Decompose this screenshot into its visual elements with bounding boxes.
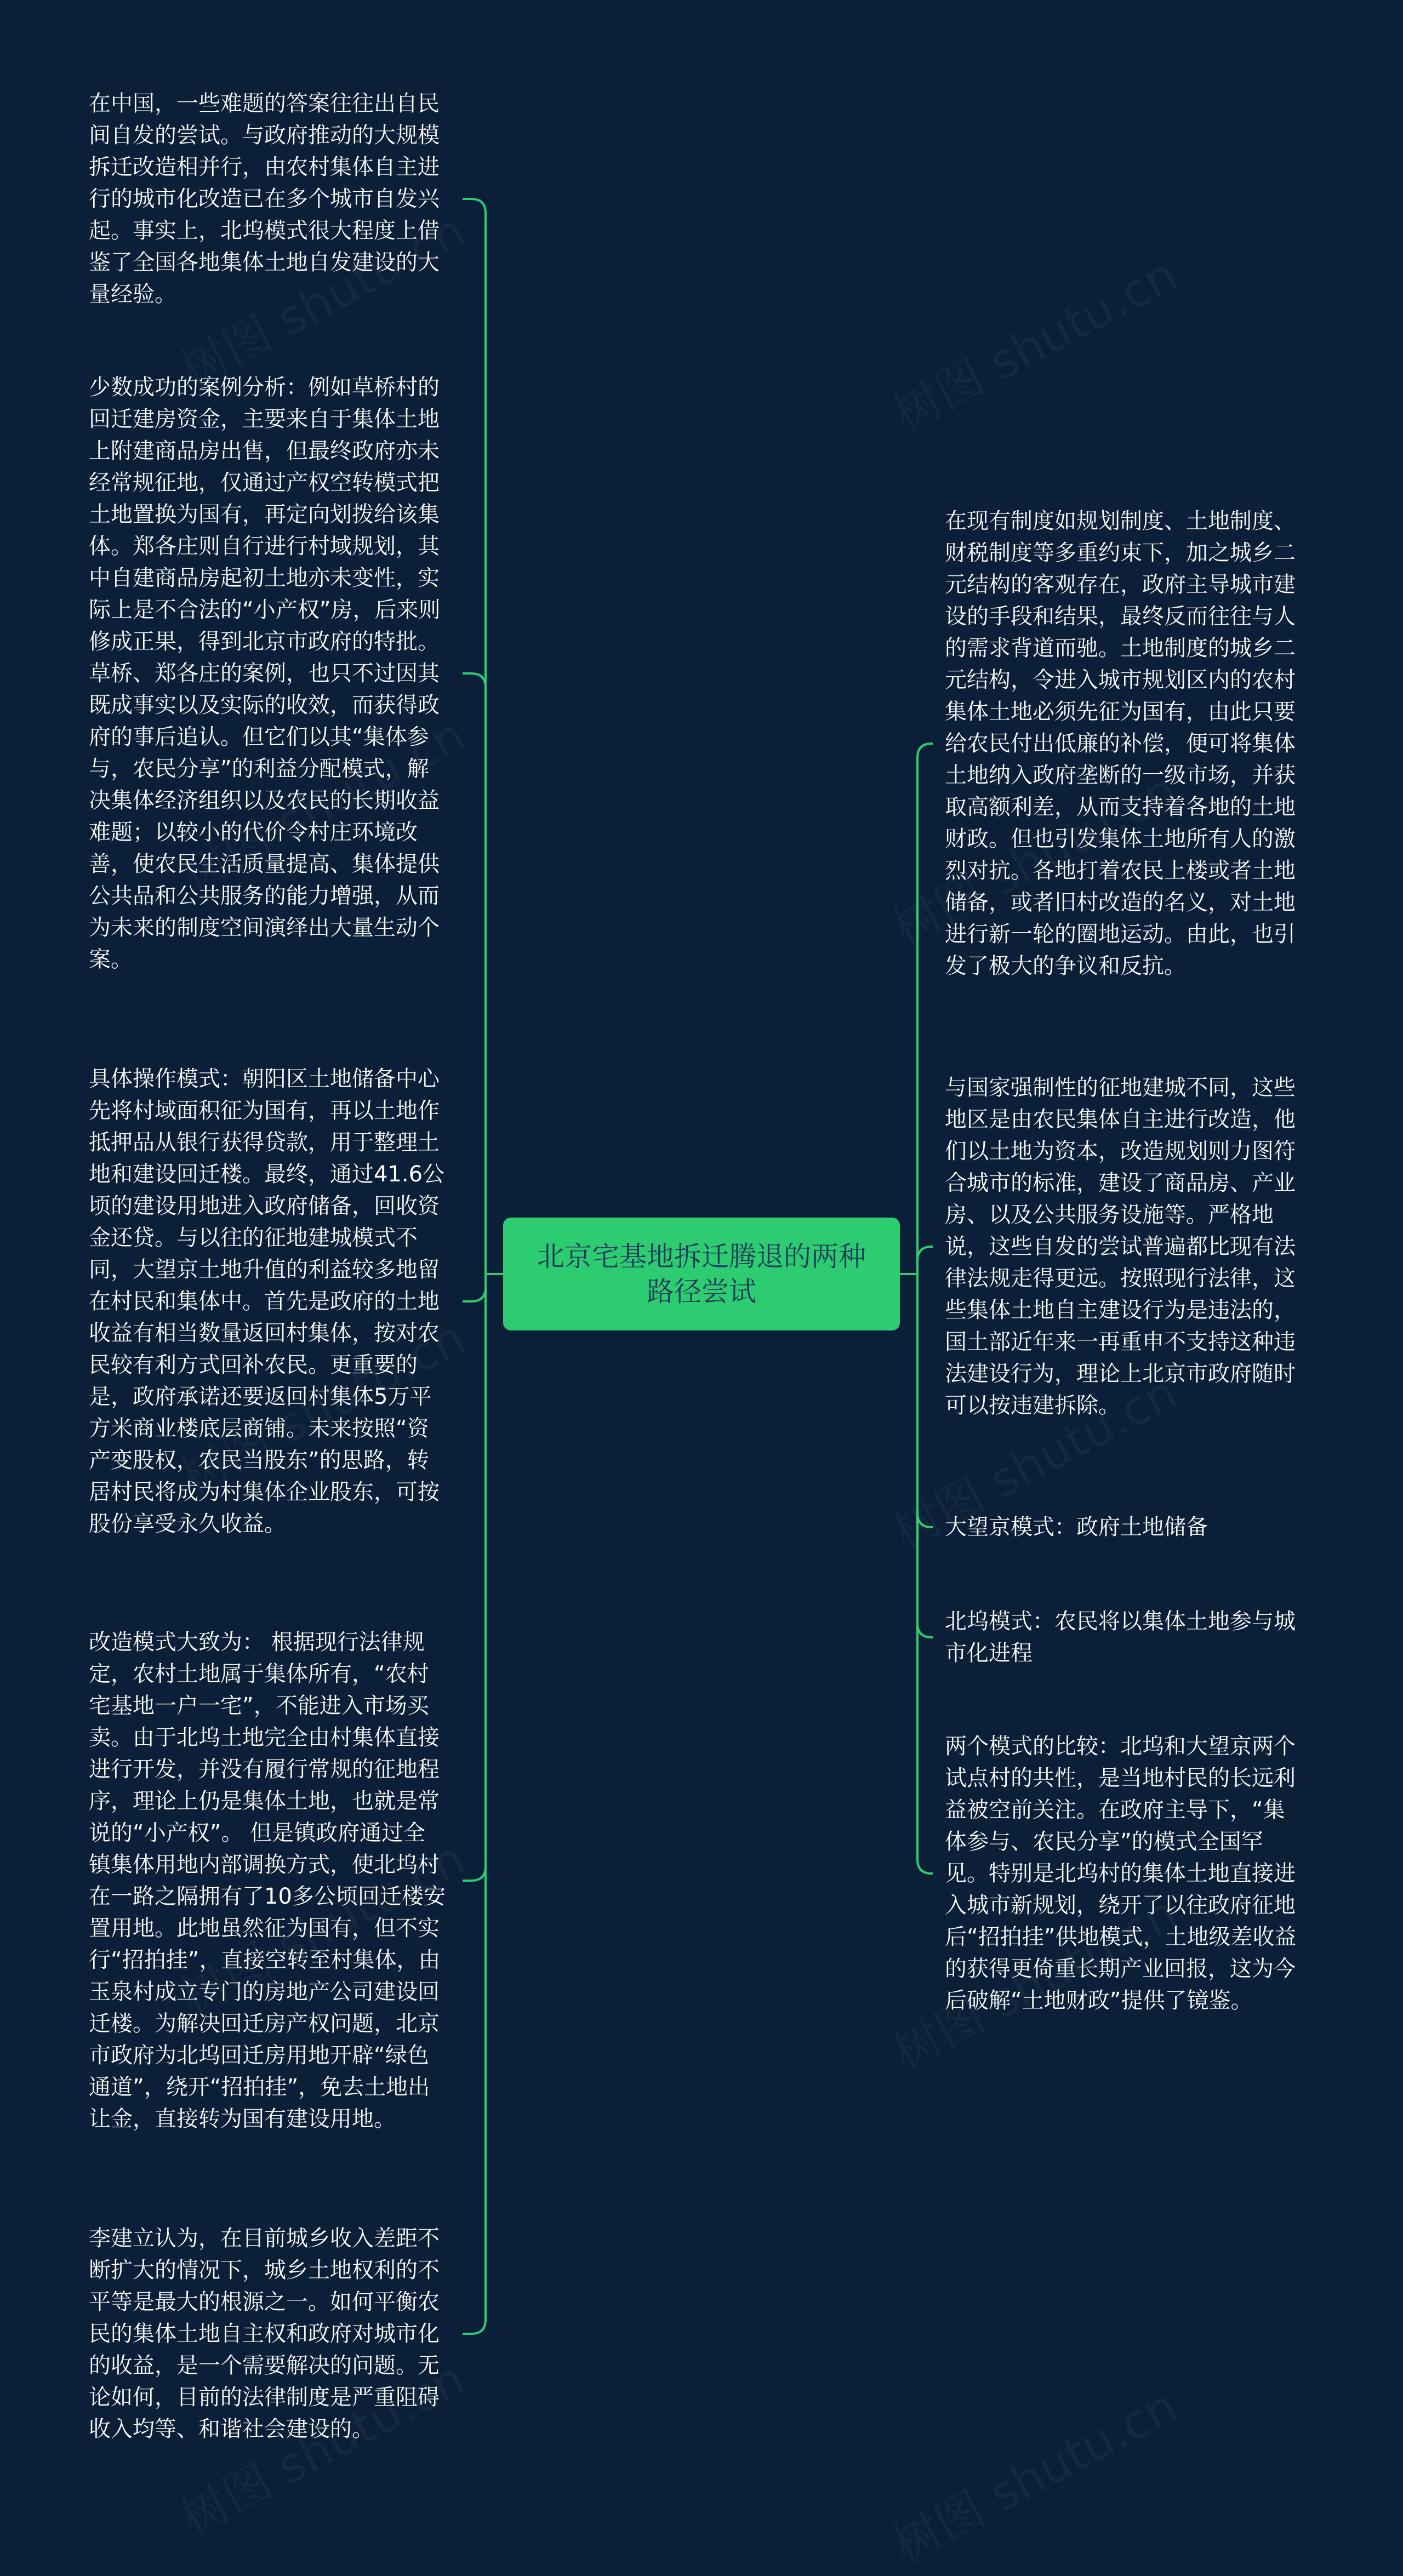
right-node-1[interactable]: 在现有制度如规划制度、土地制度、财税制度等多重约束下，加之城乡二元结构的客观存在，政府主导城市建设的手段和结果，最终反而往往与人的需求背道而驰。土地制度的城乡二元结构，令进入城市规划区内的农村集体土地必须先征为国有，由此只要给农民付出低廉的补偿，便可将集体土地纳入政府垄断的一级市场，并获取高额利差，从而支持着各地的土地财政。但也引发集体土地所有人的激烈对抗。各地打着农民上楼或者土地储备，或者旧村改造的名义，对土地进行新一轮的圈地运动。由此，也引发了极大的争议和反抗。 bbox=[945, 509, 1296, 979]
connector-right-1 bbox=[917, 744, 933, 1274]
connector-right-5 bbox=[917, 1274, 933, 1874]
connector-left-5 bbox=[463, 1274, 486, 2334]
right-node-5[interactable]: 两个模式的比较：北坞和大望京两个试点村的共性，是当地村民的长远利益被空前关注。在政府主导下，“集体参与、农民分享”的模式全国罕见。特别是北坞村的集体土地直接进入城市新规划，绕开了以往政府征地后“招拍挂”供地模式，土地级差收益的获得更倚重长期产业回报，这为今后破解“土地财政”提供了镜鉴。 bbox=[945, 1734, 1297, 2013]
connector-right-4 bbox=[917, 1274, 933, 1637]
connector-left-2 bbox=[463, 673, 486, 1274]
connector-right-2 bbox=[917, 1247, 933, 1274]
root-topic-label: 北京宅基地拆迁腾退的两种路径尝试 bbox=[537, 1241, 866, 1307]
left-node-3[interactable]: 具体操作模式：朝阳区土地储备中心先将村域面积征为国有，再以土地作抵押品从银行获得贷款，用于整理土地和建设回迁楼。最终，通过41.6公顷的建设用地进入政府储备，回收资金还贷。与以往的征地建城模式不同，大望京土地升值的利益较多地留在村民和集体中。首先是政府的土地收益有相当数量返回村集体，按对农民较有利方式回补农民。更重要的是，政府承诺还要返回村集体5万平方米商业楼底层商铺。未来按照“资产变股权，农民当股东”的思路，转居村民将成为村集体企业股东，可按股份享受永久收益。 bbox=[89, 1066, 445, 1537]
left-node-1[interactable]: 在中国，一些难题的答案往往出自民间自发的尝试。与政府推动的大规模拆迁改造相并行，由农村集体自主进行的城市化改造已在多个城市自发兴起。事实上，北坞模式很大程度上借鉴了全国各地集体土地自发建设的大量经验。 bbox=[89, 91, 440, 307]
left-node-5[interactable]: 李建立认为，在目前城乡收入差距不断扩大的情况下，城乡土地权利的不平等是最大的根源之一。如何平衡农民的集体土地自主权和政府对城市化的收益，是一个需要解决的问题。无论如何，目前的法律制度是严重阻碍收入均等、和谐社会建设的。 bbox=[89, 2226, 440, 2442]
left-node-4[interactable]: 改造模式大致为： 根据现行法律规定，农村土地属于集体所有，“农村宅基地一户一宅”，不能进入市场买卖。由于北坞土地完全由村集体直接进行开发，并没有履行常规的征地程序，理论上仍是集体土地，也就是常说的“小产权”。 但是镇政府通过全镇集体用地内部调换方式，使北坞村在一路之隔拥有了10多公顷回迁楼安置用地。此地虽然征为国有，但不实行“招拍挂”，直接空转至村集体，由玉泉村成立专门的房地产公司建设回迁楼。为解决回迁房产权问题，北京市政府为北坞回迁房用地开辟“绿色通道”，绕开“招拍挂”，免去土地出让金，直接转为国有建设用地。 bbox=[89, 1630, 446, 2132]
watermark bbox=[879, 237, 1187, 444]
root-topic-node[interactable] bbox=[503, 1218, 900, 1330]
connector-left-1 bbox=[463, 199, 486, 1274]
right-node-3[interactable]: 大望京模式：政府土地储备 bbox=[945, 1515, 1208, 1540]
right-node-4[interactable]: 北坞模式：农民将以集体土地参与城市化进程 bbox=[945, 1609, 1296, 1666]
connector-left-3 bbox=[463, 1274, 486, 1301]
right-node-2[interactable]: 与国家强制性的征地建城不同，这些地区是由农民集体自主进行改造，他们以土地为资本，改造规划则力图符合城市的标准，建设了商品房、产业房、以及公共服务设施等。严格地说，这些自发的尝试普遍都比现有法律法规走得更远。按照现行法律，这些集体土地自主建设行为是违法的，国土部近年来一再重申不支持这种违法建设行为，理论上北京市政府随时可以按违建拆除。 bbox=[945, 1075, 1296, 1418]
watermark bbox=[879, 2369, 1187, 2575]
left-node-2[interactable]: 少数成功的案例分析：例如草桥村的回迁建房资金，主要来自于集体土地上附建商品房出售，但最终政府亦未经常规征地，仅通过产权空转模式把土地置换为国有，再定向划拨给该集体。郑各庄则自行进行村域规划，其中自建商品房起初土地亦未变性，实际上是不合法的“小产权”房，后来则修成正果，得到北京市政府的特批。草桥、郑各庄的案例，也只不过因其既成事实以及实际的收效，而获得政府的事后追认。但它们以其“集体参与，农民分享”的利益分配模式，解决集体经济组织以及农民的长期收益难题；以较小的代价令村庄环境改善，使农民生活质量提高、集体提供公共品和公共服务的能力增强，从而为未来的制度空间演绎出大量生动个案。 bbox=[89, 375, 441, 972]
